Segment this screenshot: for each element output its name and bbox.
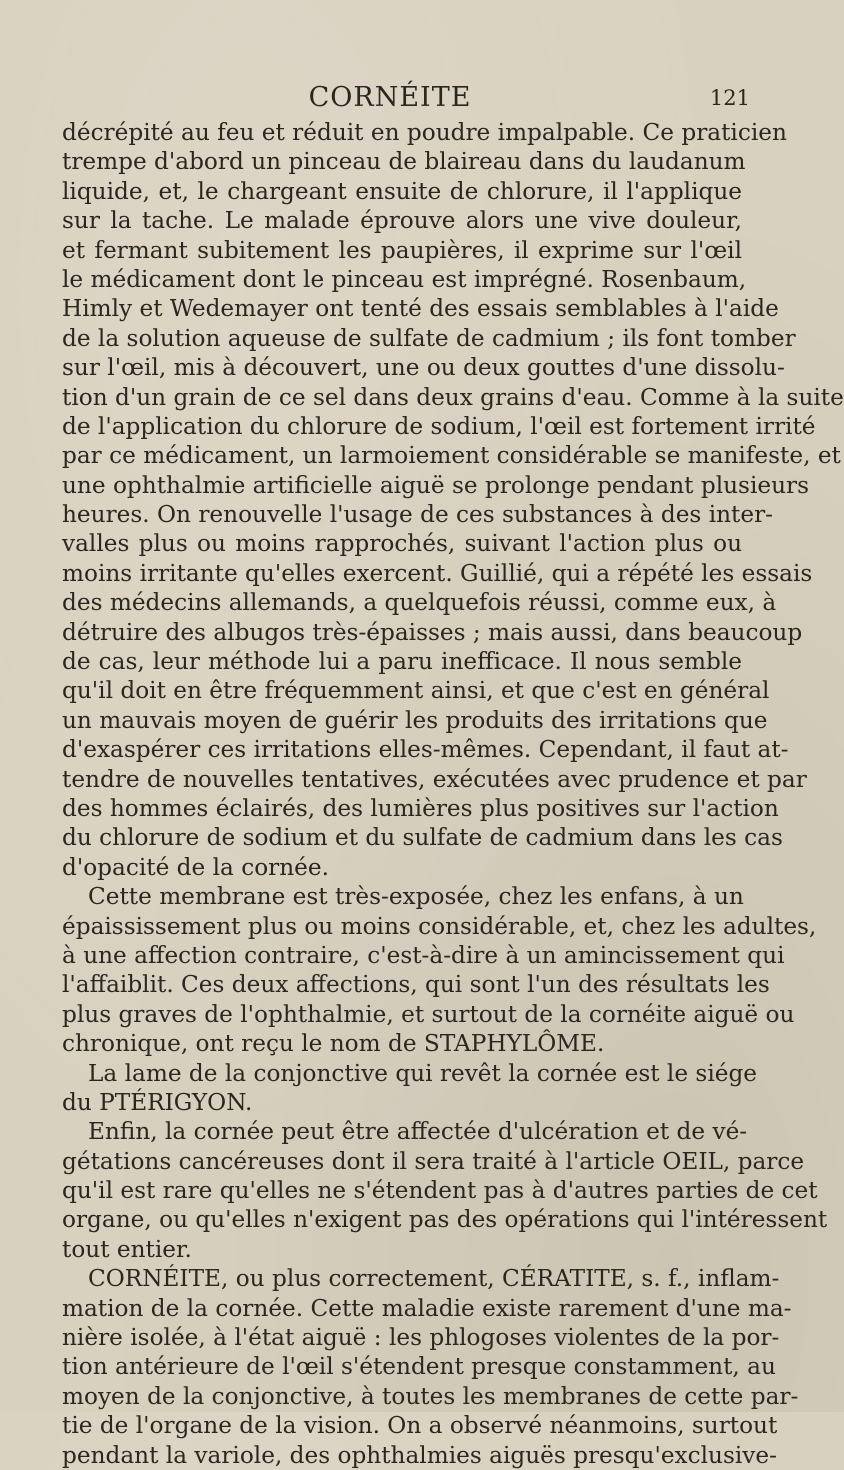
text-line: moins irritante qu'elles exercent. Guillié, qui a répété les essais bbox=[62, 559, 813, 587]
text-line: gétations cancéreuses dont il sera traité à l'article OEIL, parce bbox=[62, 1147, 805, 1175]
text-line: tie de l'organe de la vision. On a observé néanmoins, surtout bbox=[62, 1412, 778, 1440]
text-line: des hommes éclairés, des lumières plus positives sur l'action bbox=[62, 794, 779, 822]
text-line: pendant la variole, des ophthalmies aiguës presqu'exclusive- bbox=[62, 1441, 777, 1469]
text-line: à une affection contraire, c'est-à-dire à un amincissement qui bbox=[62, 941, 785, 969]
body-text bbox=[62, 118, 844, 1470]
text-line: plus graves de l'ophthalmie, et surtout de la cornéite aiguë ou bbox=[62, 1000, 795, 1028]
text-line: tion d'un grain de ce sel dans deux grains d'eau. Comme à la suite bbox=[62, 383, 844, 411]
text-line: organe, ou qu'elles n'exigent pas des opérations qui l'intéressent bbox=[62, 1206, 828, 1234]
text-line: épaississement plus ou moins considérable, et, chez les adultes, bbox=[62, 912, 817, 940]
text-line: d'opacité de la cornée. bbox=[62, 853, 329, 881]
text-line: du chlorure de sodium et du sulfate de cadmium dans les cas bbox=[62, 824, 783, 852]
running-title: CORNÉITE bbox=[308, 82, 472, 113]
text-line: heures. On renouvelle l'usage de ces substances à des inter- bbox=[62, 501, 774, 529]
text-line: une ophthalmie artificielle aiguë se prolonge pendant plusieurs bbox=[62, 471, 810, 499]
text-line: sur la tache. Le malade éprouve alors une vive douleur, bbox=[62, 207, 742, 235]
text-line: Cette membrane est très-exposée, chez les enfans, à un bbox=[88, 883, 744, 911]
text-line: par ce médicament, un larmoiement considérable se manifeste, et bbox=[62, 442, 841, 470]
text-line: trempe d'abord un pinceau de blaireau dans du laudanum bbox=[62, 148, 746, 176]
text-line: CORNÉITE, ou plus correctement, CÉRATITE, s. f., inflam- bbox=[88, 1265, 780, 1293]
text-line: qu'il doit en être fréquemment ainsi, et que c'est en général bbox=[62, 677, 770, 705]
text-line: tout entier. bbox=[62, 1235, 192, 1263]
page-header bbox=[0, 82, 800, 118]
text-line: tion antérieure de l'œil s'étendent presque constamment, au bbox=[62, 1353, 776, 1381]
text-line: chronique, ont reçu le nom de STAPHYLÔME. bbox=[62, 1030, 605, 1058]
text-line: La lame de la conjonctive qui revêt la cornée est le siége bbox=[88, 1059, 758, 1087]
text-line: qu'il est rare qu'elles ne s'étendent pas à d'autres parties de cet bbox=[62, 1177, 818, 1205]
text-line: mation de la cornée. Cette maladie existe rarement d'une ma- bbox=[62, 1294, 792, 1322]
text-line: valles plus ou moins rapprochés, suivant l'action plus ou bbox=[62, 530, 742, 558]
text-line: liquide, et, le chargeant ensuite de chlorure, il l'applique bbox=[62, 177, 742, 205]
text-line: le médicament dont le pinceau est imprégné. Rosenbaum, bbox=[62, 265, 747, 293]
text-line: moyen de la conjonctive, à toutes les membranes de cette par- bbox=[62, 1382, 799, 1410]
text-line: du PTÉRIGYON. bbox=[62, 1088, 253, 1116]
text-line: et fermant subitement les paupières, il exprime sur l'œil bbox=[62, 236, 742, 264]
text-line: Himly et Wedemayer ont tenté des essais semblables à l'aide bbox=[62, 295, 779, 323]
text-line: nière isolée, à l'état aiguë : les phlogoses violentes de la por- bbox=[62, 1324, 780, 1352]
page-number: 121 bbox=[709, 86, 750, 110]
text-line: un mauvais moyen de guérir les produits des irritations que bbox=[62, 706, 768, 734]
text-line: de la solution aqueuse de sulfate de cadmium ; ils font tomber bbox=[62, 324, 796, 352]
text-line: décrépité au feu et réduit en poudre impalpable. Ce praticien bbox=[62, 119, 787, 146]
text-line: détruire des albugos très-épaisses ; mais aussi, dans beaucoup bbox=[62, 618, 803, 646]
text-line: de l'application du chlorure de sodium, l'œil est fortement irrité bbox=[62, 412, 816, 440]
text-line: des médecins allemands, a quelquefois réussi, comme eux, à bbox=[62, 589, 777, 617]
text-line: d'exaspérer ces irritations elles-mêmes. Cependant, il faut at- bbox=[62, 736, 789, 764]
text-line: sur l'œil, mis à découvert, une ou deux gouttes d'une dissolu- bbox=[62, 354, 785, 382]
text-line: l'affaiblit. Ces deux affections, qui sont l'un des résultats les bbox=[62, 971, 770, 999]
text-line: de cas, leur méthode lui a paru inefficace. Il nous semble bbox=[62, 648, 742, 676]
text-line: Enfin, la cornée peut être affectée d'ulcération et de vé- bbox=[88, 1118, 748, 1146]
text-line: tendre de nouvelles tentatives, exécutées avec prudence et par bbox=[62, 765, 807, 793]
